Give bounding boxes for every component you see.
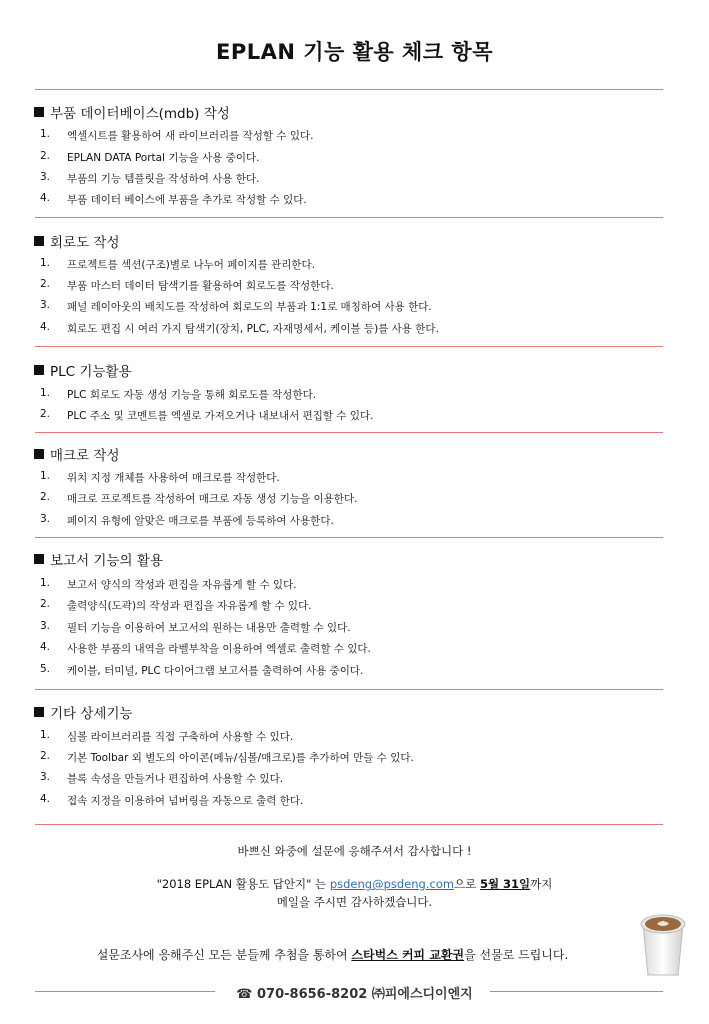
square-bullet-icon: [34, 707, 44, 717]
divider: [35, 824, 663, 825]
list-item: 1. PLC 회로도 자동 생성 기능을 통해 회로도를 작성한다.: [40, 387, 317, 401]
list-item: 3. 부품의 기능 템플릿을 작성하여 사용 한다.: [40, 171, 260, 185]
square-bullet-icon: [34, 554, 44, 564]
divider: [35, 689, 663, 690]
submission-info: "2018 EPLAN 활용도 답안지" 는 psdeng@psdeng.com으로 5월 31일까지: [156, 877, 553, 891]
list-item: 3. 패널 레이아웃의 배치도를 작성하여 회로도의 부품과 1:1로 매칭하여 사용 한다.: [40, 299, 432, 313]
submission-request: 메일을 주시면 감사하겠습니다.: [276, 895, 433, 909]
coffee-cup-icon: [637, 911, 689, 977]
divider: [35, 217, 663, 218]
list-item: 1. 엑셀시트를 활용하여 새 라이브러리를 작성할 수 있다.: [40, 128, 314, 142]
list-item: 1. 심볼 라이브러리를 직접 구축하여 사용할 수 있다.: [40, 729, 294, 743]
list-item: 1. 위치 지정 개체를 사용하여 매크로를 작성한다.: [40, 470, 280, 484]
list-item: 1. 보고서 양식의 작성과 편집을 자유롭게 할 수 있다.: [40, 577, 297, 591]
list-item: 3. 블록 속성을 만들거나 편집하여 사용할 수 있다.: [40, 771, 284, 785]
email-link[interactable]: psdeng@psdeng.com: [329, 877, 455, 891]
section-heading-plc: PLC 기능활용: [34, 360, 132, 380]
square-bullet-icon: [34, 365, 44, 375]
deadline: 5월 31일: [479, 877, 531, 891]
list-item: 3. 페이지 유형에 알맞은 매크로를 부품에 등록하여 사용한다.: [40, 513, 334, 527]
section-heading-parts-db: 부품 데이터베이스(mdb) 작성: [34, 102, 230, 122]
list-item: 2. PLC 주소 및 코멘트를 엑셀로 가져오거나 내보내서 편집할 수 있다.: [40, 408, 374, 422]
phone-icon: ☎: [236, 987, 253, 1002]
divider: [35, 432, 663, 433]
section-heading-report: 보고서 기능의 활용: [34, 549, 163, 569]
list-item: 4. 부품 데이터 베이스에 부품을 추가로 작성할 수 있다.: [40, 192, 307, 206]
list-item: 4. 회로도 편집 시 여러 가지 탐색기(장치, PLC, 자재명세서, 케이블 등)를 사용 한다.: [40, 321, 439, 335]
list-item: 1. 프로젝트를 섹션(구조)별로 나누어 페이지를 관리한다.: [40, 257, 316, 271]
list-item: 2. 출력양식(도곽)의 작성과 편집을 자유롭게 할 수 있다.: [40, 598, 312, 612]
list-item: 4. 사용한 부품의 내역을 라벨부착을 이용하여 엑셀로 출력할 수 있다.: [40, 641, 371, 655]
square-bullet-icon: [34, 236, 44, 246]
list-item: 2. EPLAN DATA Portal 기능을 사용 중이다.: [40, 150, 260, 164]
gift-name: 스타벅스 커피 교환권: [351, 948, 465, 962]
square-bullet-icon: [34, 449, 44, 459]
company-name: ㈜피에스디이엔지: [371, 987, 473, 1002]
list-item: 2. 부품 마스터 데이터 탐색기를 활용하여 회로도를 작성한다.: [40, 278, 334, 292]
list-item: 2. 기본 Toolbar 외 별도의 아이콘(메뉴/심볼/매크로)를 추가하여 만들 수 있다.: [40, 750, 414, 764]
page-title: EPLAN 기능 활용 체크 항목: [216, 40, 493, 64]
list-item: 4. 접속 지정을 이용하여 넘버링을 자동으로 출력 한다.: [40, 793, 304, 807]
divider: [35, 537, 663, 538]
list-item: 5. 케이블, 터미널, PLC 다이어그램 보고서를 출력하여 사용 중이다.: [40, 663, 364, 677]
list-item: 3. 필터 기능을 이용하여 보고서의 원하는 내용만 출력할 수 있다.: [40, 620, 351, 634]
contact-line: [0, 983, 709, 1002]
list-item: 2. 매크로 프로젝트를 작성하여 매크로 자동 생성 기능을 이용한다.: [40, 491, 358, 505]
gift-info: 설문조사에 응해주신 모든 분들께 추첨을 통하여 스타벅스 커피 교환권을 선물로 드립니다.: [96, 948, 569, 962]
section-heading-macro: 매크로 작성: [34, 444, 120, 464]
divider: [35, 89, 663, 90]
phone-number: 070-8656-8202: [257, 987, 368, 1002]
square-bullet-icon: [34, 107, 44, 117]
section-heading-misc: 기타 상세기능: [34, 702, 133, 722]
divider: [35, 346, 663, 347]
section-heading-circuit: 회로도 작성: [34, 231, 120, 251]
thanks-message: 바쁘신 와중에 설문에 응해주셔서 감사합니다 !: [237, 844, 472, 858]
